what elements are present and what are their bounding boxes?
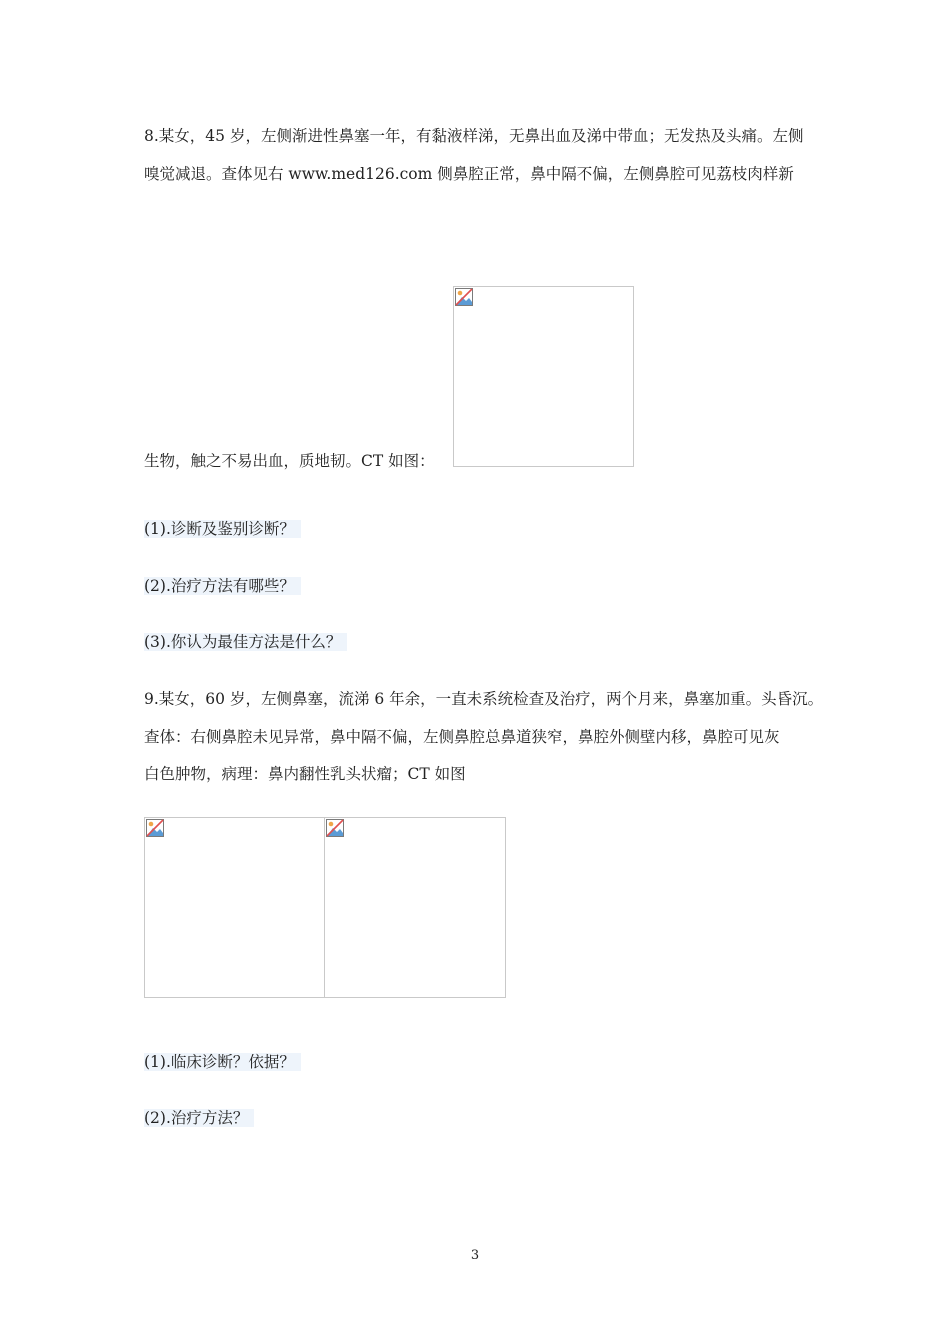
q8-question-1: (1).诊断及鉴别诊断？: [144, 518, 301, 540]
broken-image-icon: [146, 819, 164, 837]
q9-text-line-2: 查体：右侧鼻腔未见异常，鼻中隔不偏，左侧鼻腔总鼻道狭窄，鼻腔外侧壁内移，鼻腔可见灰: [144, 728, 780, 746]
q9-ct-image-2: [324, 817, 506, 998]
q8-question-2: (2).治疗方法有哪些？: [144, 575, 301, 597]
q9-text-line-3: 白色肿物，病理：鼻内翻性乳头状瘤；CT 如图: [144, 765, 466, 783]
q8-text-line-1: 8.某女，45 岁，左侧渐进性鼻塞一年，有黏液样涕，无鼻出血及涕中带血；无发热及头痛。左侧: [144, 127, 804, 145]
q9-question-1: (1).临床诊断？依据？: [144, 1051, 301, 1073]
q8-text-line-3: 生物，触之不易出血，质地韧。CT 如图：: [144, 452, 435, 470]
broken-image-icon: [455, 288, 473, 306]
q9-ct-image-1: [144, 817, 325, 998]
q8-ct-image: [453, 286, 634, 467]
q8-text-line-2: 嗅觉减退。查体见右 www.med126.com 侧鼻腔正常，鼻中隔不偏，左侧鼻腔可见荔枝肉样新: [144, 165, 794, 183]
broken-image-icon: [326, 819, 344, 837]
page-number: 3: [470, 1248, 480, 1263]
q9-question-2: (2).治疗方法？: [144, 1107, 254, 1129]
q8-question-3: (3).你认为最佳方法是什么？: [144, 631, 347, 653]
q9-text-line-1: 9.某女，60 岁，左侧鼻塞，流涕 6 年余，一直未系统检查及治疗，两个月来，鼻塞加重。头昏沉。: [144, 690, 824, 708]
